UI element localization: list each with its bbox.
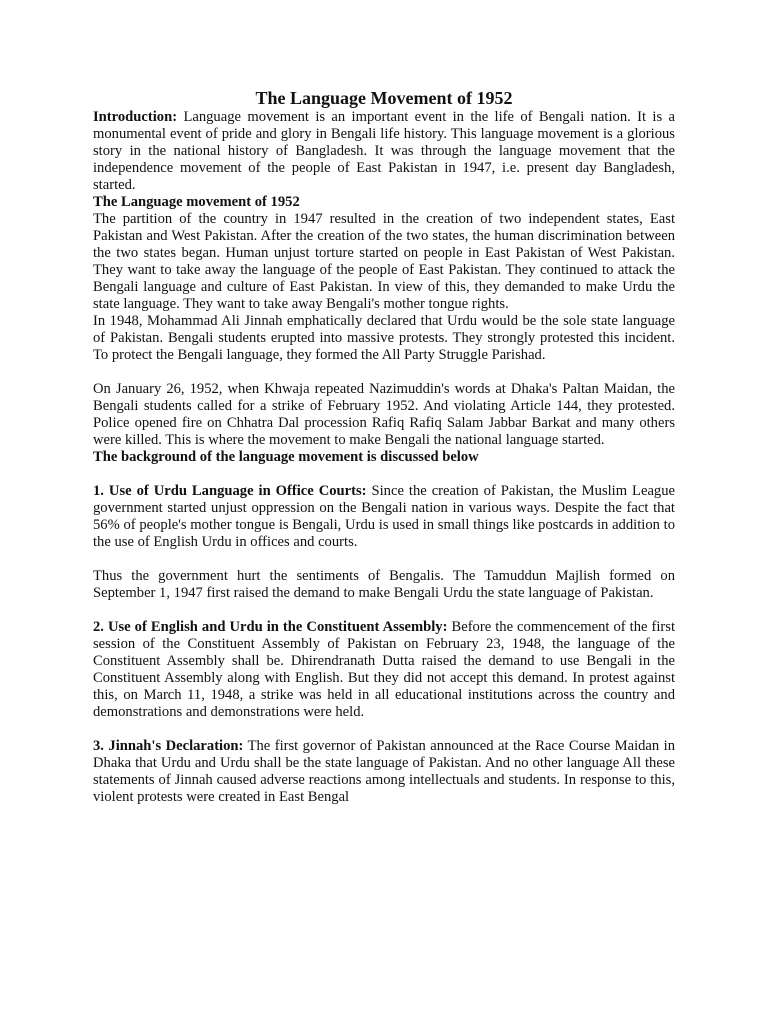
point2-label: 2. Use of English and Urdu in the Constituent Assembly: — [93, 619, 448, 635]
document-page — [93, 88, 675, 806]
point3-text: The first governor of Pakistan announced at the Race Course Maidan in Dhaka that Urdu and Urdu shall be the state language of Pakistan. And no other language All these statements of Jinnah caused adverse reactions among intellectuals and students. In response to this, violent protests were created in East Bengal — [93, 738, 676, 805]
section-heading-background: The background of the language movement is discussed below — [93, 449, 479, 465]
point1-text: Since the creation of Pakistan, the Muslim League government started unjust oppression on the Bengali nation in various ways. Despite the fact that 56% of people's mother tongue is Bengali, Urdu is used in small things like postcards in addition to the use of English Urdu in offices and courts. — [93, 483, 675, 550]
point1-label: 1. Use of Urdu Language in Office Courts: — [93, 483, 367, 499]
document-title: The Language Movement of 1952 — [255, 88, 513, 108]
intro-paragraph — [93, 109, 675, 194]
point1-followup-paragraph: Thus the government hurt the sentiments of Bengalis. The Tamuddun Majlish formed on September 1, 1947 first raised the demand to make Bengali Urdu the state language of Pakistan. — [93, 568, 675, 601]
point-jinnah-declaration — [93, 738, 675, 806]
intro-label: Introduction: — [93, 109, 178, 125]
point3-label: 3. Jinnah's Declaration: — [93, 738, 244, 754]
section1-paragraph-jinnah-1948: In 1948, Mohammad Ali Jinnah emphatically declared that Urdu would be the sole state language of Pakistan. Bengali students erupted into massive protests. They strongly protested this incident. To protect the Bengali language, they formed the All Party Struggle Parishad. — [93, 313, 675, 363]
point-constituent-assembly — [93, 619, 675, 721]
intro-text: Language movement is an important event in the life of Bengali nation. It is a monumental event of pride and glory in Bengali life history. This language movement is a glorious story in the national history of Bangladesh. It was through the language movement that the independence movement of the people of East Pakistan in 1947, i.e. present day Bangladesh, started. — [93, 109, 675, 193]
section-heading-language-movement: The Language movement of 1952 — [93, 194, 300, 210]
point-urdu-office-courts — [93, 483, 675, 551]
section1-paragraph-partition: The partition of the country in 1947 resulted in the creation of two independent states, East Pakistan and West Pakistan. After the creation of the two states, the human discrimination between the two states began. Human unjust torture started on people in East Pakistan of West Pakistan. They want to take away the language of the people of East Pakistan. They continued to attack the Bengali language and culture of East Pakistan. In view of this, they demanded to make Urdu the state language. They want to take away Bengali's mother tongue rights. — [93, 211, 675, 312]
section1-paragraph-1952-strike: On January 26, 1952, when Khwaja repeated Nazimuddin's words at Dhaka's Paltan Maidan, the Bengali students called for a strike of February 1952. And violating Article 144, they protested. Police opened fire on Chhatra Dal procession Rafiq Rafiq Salam Jabbar Barkat and many others were killed. This is where the movement to make Bengali the national language started. — [93, 381, 675, 448]
point2-text: Before the commencement of the first session of the Constituent Assembly of Pakistan on February 23, 1948, the language of the Constituent Assembly shall be. Dhirendranath Dutta raised the demand to use Bengali in the Constituent Assembly along with English. But they did not accept this demand. In protest against this, on March 11, 1948, a strike was held in all educational institutions across the country and demonstrations and demonstrations were held. — [93, 619, 675, 720]
